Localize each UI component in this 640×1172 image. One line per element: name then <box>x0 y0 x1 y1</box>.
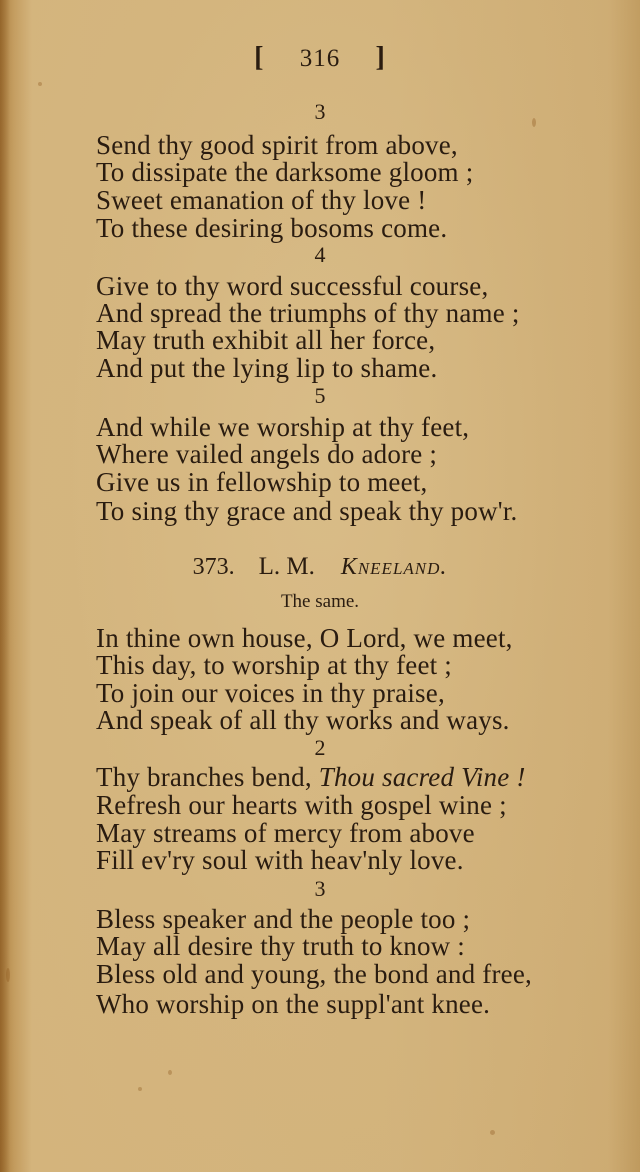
verse-line: Fill ev'ry soul with heav'nly love. <box>96 845 464 875</box>
paper-stain <box>38 82 42 86</box>
verse-line: To join our voices in thy praise, <box>96 678 445 708</box>
stanza-number: 4 <box>314 242 326 267</box>
hymn-heading <box>0 553 640 581</box>
verse-line: To sing thy grace and speak thy pow'r. <box>96 496 518 526</box>
verse-line: Give to thy word successful course, <box>96 271 489 301</box>
spine-shadow <box>0 0 10 1172</box>
verse-line: Who worship on the suppl'ant knee. <box>96 989 491 1019</box>
verse-line: Send thy good spirit from above, <box>96 130 458 160</box>
verse-italic-text: Thou sacred Vine ! <box>318 762 526 792</box>
verse-line: Refresh our hearts with gospel wine ; <box>96 790 507 820</box>
verse-line: Give us in fellowship to meet, <box>96 467 428 497</box>
bracket-left: [ <box>254 42 265 73</box>
paper-stain <box>138 1087 142 1091</box>
verse-line: Where vailed angels do adore ; <box>96 439 438 469</box>
verse-line: May all desire thy truth to know : <box>96 931 465 961</box>
stanza-number: 2 <box>314 735 326 760</box>
verse-line: This day, to worship at thy feet ; <box>96 650 452 680</box>
bracket-right: ] <box>375 42 386 73</box>
verse-line: May truth exhibit all her force, <box>96 325 436 355</box>
verse-line: To dissipate the darksome gloom ; <box>96 157 474 187</box>
verse-line: And put the lying lip to shame. <box>96 353 438 383</box>
hymn-tune: Kneeland. <box>340 554 448 580</box>
verse-line: And while we worship at thy feet, <box>96 412 470 442</box>
hymn-subtitle: The same. <box>280 591 360 612</box>
verse-line: In thine own house, O Lord, we meet, <box>96 623 513 653</box>
verse-line: And spread the triumphs of thy name ; <box>96 298 520 328</box>
paper-stain <box>490 1130 495 1135</box>
verse-line: Bless old and young, the bond and free, <box>96 959 532 989</box>
stanza-number: 3 <box>314 99 326 124</box>
stanza-number: 3 <box>314 876 326 901</box>
paper-stain <box>168 1070 172 1075</box>
verse-text: Thy branches bend, <box>96 762 319 792</box>
stanza-number: 5 <box>314 383 326 408</box>
page-number: 316 <box>299 45 341 72</box>
verse-line: Bless speaker and the people too ; <box>96 904 471 934</box>
verse-line: May streams of mercy from above <box>96 818 475 848</box>
verse-line <box>96 763 526 791</box>
paper-stain <box>6 968 10 982</box>
verse-line: To these desiring bosoms come. <box>96 213 448 243</box>
verse-line: Sweet emanation of thy love ! <box>96 185 427 215</box>
hymn-number: 373. <box>192 554 235 580</box>
hymn-meter: L. M. <box>258 553 315 580</box>
verse-line: And speak of all thy works and ways. <box>96 705 510 735</box>
page-number-header <box>0 42 640 74</box>
